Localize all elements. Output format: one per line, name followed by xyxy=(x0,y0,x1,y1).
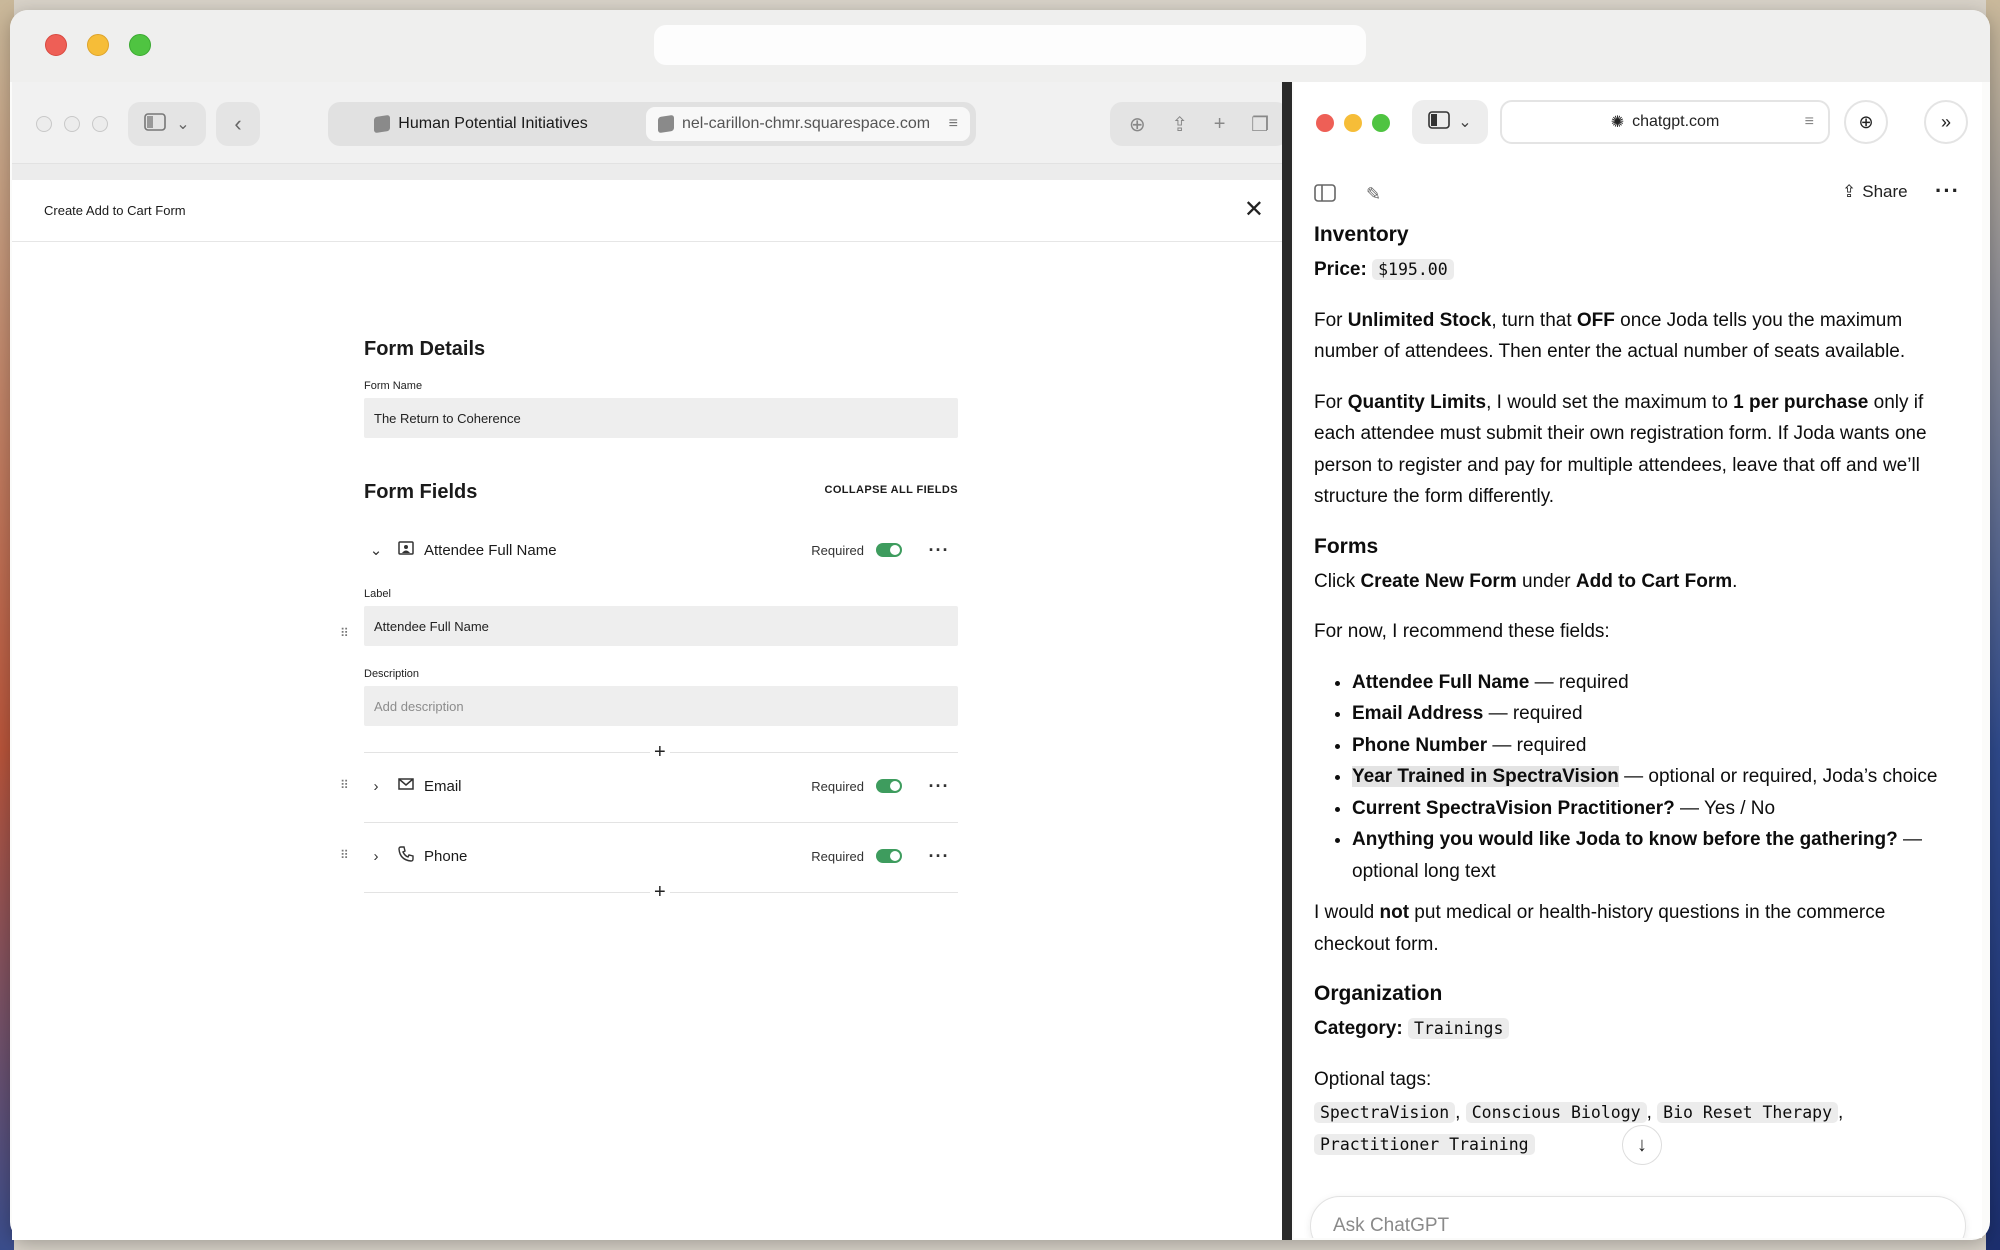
chevron-right-icon[interactable]: › xyxy=(373,777,379,795)
drag-handle-icon[interactable]: ⠿ xyxy=(340,626,347,640)
inactive-close-dot[interactable] xyxy=(36,116,52,132)
recommend-paragraph: For now, I recommend these fields: xyxy=(1314,621,1610,642)
price-line xyxy=(1314,254,1964,286)
field-row-email[interactable] xyxy=(340,766,958,806)
edit-icon[interactable]: ✎ xyxy=(1366,184,1382,204)
openai-logo-icon: ✺ xyxy=(1610,114,1625,131)
inactive-zoom-dot[interactable] xyxy=(92,116,108,132)
field-name: Phone xyxy=(424,847,468,865)
sidebar-icon[interactable] xyxy=(1314,184,1336,207)
tag: Conscious Biology xyxy=(1466,1102,1647,1123)
list-item xyxy=(1352,730,1964,762)
more-icon[interactable]: ··· xyxy=(928,539,950,560)
quantity-limits-paragraph xyxy=(1314,387,1964,513)
text-bold: Email Address xyxy=(1352,703,1484,724)
sidebar-icon xyxy=(144,113,166,136)
list-item xyxy=(1352,761,1964,793)
tabs-icon[interactable]: ❐ xyxy=(1251,113,1270,136)
arrow-down-icon: ↓ xyxy=(1637,1133,1647,1156)
tags-label: Optional tags: xyxy=(1314,1068,1432,1090)
tab-title: Human Potential Initiatives xyxy=(398,115,588,132)
forms-heading: Forms xyxy=(1314,534,1379,558)
text-bold: OFF xyxy=(1576,309,1615,331)
required-label: Required xyxy=(811,848,864,864)
text: put medical or health-history questions in the commerce checkout form. xyxy=(1314,902,1886,955)
chevron-down-icon: ⌄ xyxy=(176,116,190,133)
window-zoom-button[interactable] xyxy=(129,34,151,56)
list-item xyxy=(1352,824,1964,887)
text: For xyxy=(1314,391,1348,413)
text: Click xyxy=(1314,570,1361,592)
address-bar[interactable] xyxy=(1500,100,1830,144)
window-minimize-button[interactable] xyxy=(1344,114,1362,132)
more-icon[interactable]: ··· xyxy=(928,845,950,866)
left-browser-pane xyxy=(12,82,1290,1240)
text-bold: Quantity Limits xyxy=(1347,391,1487,413)
separator: , xyxy=(1646,1102,1652,1123)
share-button[interactable] xyxy=(1842,182,1908,202)
right-browser-pane xyxy=(1294,82,1982,1238)
tab-url-text: nel-carillon-chmr.squarespace.com xyxy=(682,115,931,132)
back-button[interactable] xyxy=(216,102,260,146)
phone-icon xyxy=(388,846,424,867)
back-icon: ‹ xyxy=(234,111,242,136)
price-label: Price: xyxy=(1314,259,1367,280)
category-label: Category: xyxy=(1314,1018,1403,1039)
inventory-heading: Inventory xyxy=(1314,223,1409,246)
modal-title: Create Add to Cart Form xyxy=(44,203,186,218)
share-label: Share xyxy=(1862,182,1908,201)
tag: Bio Reset Therapy xyxy=(1657,1102,1838,1123)
mail-icon xyxy=(388,777,424,795)
label-input[interactable]: Attendee Full Name xyxy=(364,606,958,646)
field-row-phone[interactable] xyxy=(340,836,958,876)
outer-title-bar xyxy=(10,10,1990,82)
category-value: Trainings xyxy=(1408,1018,1509,1039)
field-row-attendee[interactable] xyxy=(364,530,958,570)
text: only if each attendee must submit their own registration form. If Joda wants one person to register and pay for multiple attendees, leave that off and we’ll structure the form differently. xyxy=(1314,391,1927,507)
field-name: Attendee Full Name xyxy=(424,541,557,559)
required-toggle[interactable] xyxy=(876,543,902,557)
share-icon[interactable]: ⇪ xyxy=(1171,113,1189,136)
reader-icon: ≡ xyxy=(948,115,958,132)
image-field-icon xyxy=(388,541,424,560)
window-minimize-button[interactable] xyxy=(87,34,109,56)
list-item xyxy=(1352,667,1964,699)
collapse-all-fields-button[interactable]: COLLAPSE ALL FIELDS xyxy=(824,484,958,496)
text: — Yes / No xyxy=(1674,797,1776,819)
text: — required xyxy=(1529,671,1629,693)
text-bold: not xyxy=(1379,902,1410,923)
download-button[interactable] xyxy=(1844,100,1888,144)
drag-handle-icon[interactable]: ⠿ xyxy=(340,778,347,792)
create-form-paragraph xyxy=(1314,566,1964,598)
window-close-button[interactable] xyxy=(1316,114,1334,132)
separator: , xyxy=(1455,1102,1461,1123)
window-zoom-button[interactable] xyxy=(1372,114,1390,132)
description-label: Description xyxy=(364,668,420,680)
description-input[interactable]: Add description xyxy=(364,686,958,726)
required-label: Required xyxy=(811,778,864,794)
inactive-minimize-dot[interactable] xyxy=(64,116,80,132)
tag: Practitioner Training xyxy=(1314,1134,1535,1155)
separator: , xyxy=(1838,1102,1844,1123)
text-bold: Current SpectraVision Practitioner? xyxy=(1352,797,1675,819)
divider xyxy=(364,822,958,823)
text-bold: 1 per purchase xyxy=(1733,391,1869,413)
tag: SpectraVision xyxy=(1314,1102,1455,1123)
required-toggle[interactable] xyxy=(876,849,902,863)
sidebar-icon xyxy=(1428,111,1450,134)
text: , turn that xyxy=(1491,309,1577,331)
text-bold: Create New Form xyxy=(1360,570,1517,592)
more-icon[interactable]: ··· xyxy=(1935,178,1960,203)
label-label: Label xyxy=(364,588,391,600)
list-item xyxy=(1352,793,1964,825)
download-icon: ⊕ xyxy=(1858,111,1874,132)
price-value: $195.00 xyxy=(1372,259,1454,280)
form-name-label: Form Name xyxy=(364,380,423,392)
forward-icon: » xyxy=(1940,111,1951,132)
text-bold-selected: Year Trained in SpectraVision xyxy=(1352,766,1619,787)
add-field-button[interactable]: + xyxy=(650,882,670,902)
split-divider[interactable] xyxy=(1282,82,1292,1240)
unlimited-stock-paragraph xyxy=(1314,305,1964,368)
text: once Joda tells you the maximum number of attendees. Then enter the actual number of seats available. xyxy=(1314,309,1906,362)
text: . xyxy=(1732,570,1738,592)
ask-chatgpt-input[interactable]: Ask ChatGPT xyxy=(1310,1196,1966,1238)
sidebar-toggle-button[interactable] xyxy=(1412,100,1488,144)
list-item xyxy=(1352,698,1964,730)
text: , I would set the maximum to xyxy=(1486,391,1734,413)
text: For xyxy=(1314,309,1348,331)
form-editor xyxy=(340,82,958,1082)
text: — optional long text xyxy=(1352,829,1923,882)
text-bold: Attendee Full Name xyxy=(1352,671,1530,693)
category-line xyxy=(1314,1013,1964,1045)
text: under xyxy=(1516,570,1576,592)
download-icon[interactable]: ⊕ xyxy=(1128,113,1146,136)
plus-icon[interactable]: + xyxy=(1213,112,1226,135)
close-icon[interactable]: ✕ xyxy=(1243,196,1264,223)
form-name-input[interactable]: The Return to Coherence xyxy=(364,398,958,438)
url-text: chatgpt.com xyxy=(1632,113,1720,130)
field-name: Email xyxy=(424,777,462,795)
window-close-button[interactable] xyxy=(45,34,67,56)
chevron-down-icon[interactable]: ⌄ xyxy=(369,542,383,559)
required-toggle[interactable] xyxy=(876,779,902,793)
reader-icon[interactable]: ≡ xyxy=(1804,113,1814,130)
text-bold: Add to Cart Form xyxy=(1575,570,1733,592)
text: I would xyxy=(1314,902,1380,923)
drag-handle-icon[interactable]: ⠿ xyxy=(340,848,347,862)
field-list xyxy=(1352,667,1964,888)
required-label: Required xyxy=(811,542,864,558)
text: — required xyxy=(1483,703,1583,724)
right-toolbar xyxy=(1294,82,1982,168)
chevron-down-icon: ⌄ xyxy=(1458,114,1472,131)
add-field-button[interactable]: + xyxy=(650,742,670,762)
text-bold: Anything you would like Joda to know before the gathering? xyxy=(1352,829,1898,850)
form-details-heading: Form Details xyxy=(364,338,486,360)
text: — optional or required, Joda’s choice xyxy=(1618,766,1938,787)
scroll-down-button[interactable] xyxy=(1622,1125,1662,1165)
forward-button[interactable] xyxy=(1924,100,1968,144)
text-bold: Unlimited Stock xyxy=(1347,309,1492,331)
chat-message xyxy=(1314,220,1964,1179)
text-bold: Phone Number xyxy=(1352,734,1488,756)
form-fields-heading: Form Fields xyxy=(364,481,478,503)
chat-header xyxy=(1294,168,1982,218)
text: — required xyxy=(1487,734,1587,756)
left-toolbar-actions xyxy=(1110,102,1288,146)
more-icon[interactable]: ··· xyxy=(928,775,950,796)
outer-address-bar[interactable] xyxy=(654,25,1366,65)
chevron-right-icon[interactable]: › xyxy=(373,847,379,865)
sidebar-toggle-button[interactable] xyxy=(128,102,206,146)
share-icon: ⇪ xyxy=(1842,182,1857,201)
organization-heading: Organization xyxy=(1314,982,1443,1005)
medical-paragraph xyxy=(1314,897,1964,960)
